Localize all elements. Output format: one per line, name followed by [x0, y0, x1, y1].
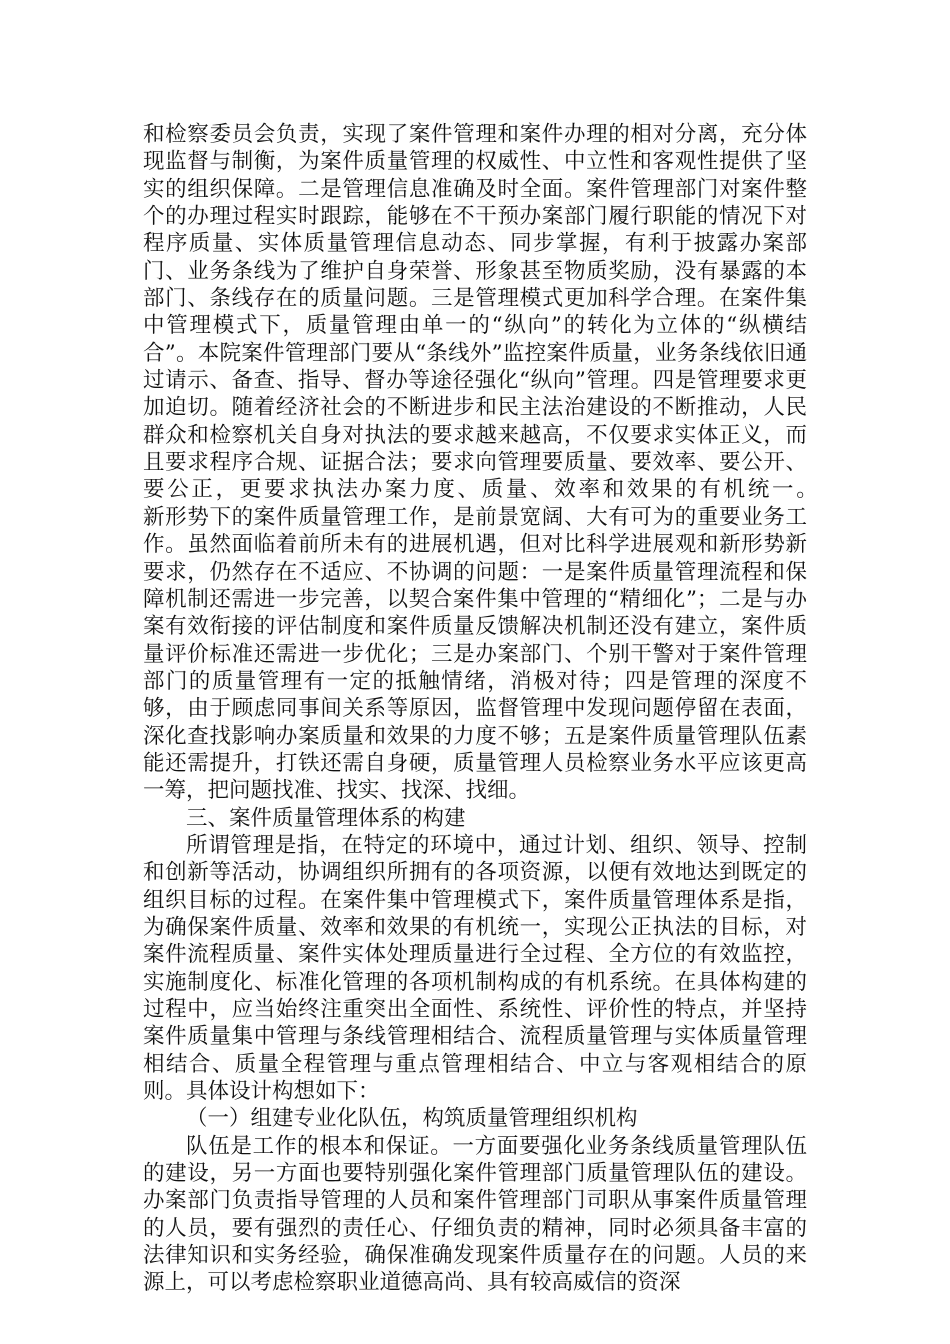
section-heading-3: 三、案件质量管理体系的构建: [186, 805, 466, 831]
body-paragraph-1: 和检察委员会负责，实现了案件管理和案件办理的相对分离，充分体现监督与制衡，为案件质量管理的权威性、中立性和客观性提供了坚实的组织保障。二是管理信息准确及时全面。案件管理部门对案件整个的办理过程实时跟踪，能够在不干预办案部门履行职能的情况下对程序质量、实体质量管理信息动态、同步掌握，有利于披露办案部门、业务条线为了维护自身荣誉、形象甚至物质奖励，没有暴露的本部门、条线存在的质量问题。三是管理模式更加科学合理。在案件集中管理模式下，质量管理由单一的“纵向”的转化为立体的“纵横结合”。本院案件管理部门要从“条线外”监控案件质量，业务条线依旧通过请示、备查、指导、督办等途径强化“纵向”管理。四是管理要求更加迫切。随着经济社会的不断进步和民主法治建设的不断推动，人民群众和检察机关自身对执法的要求越来越高，不仅要求实体正义，而且要求程序合规、证据合法；要求向管理要质量、要效率、要公开、要公正，更要求执法办案力度、质量、效率和效果的有机统一。 新形势下的案件质量管理工作，是前景宽阔、大有可为的重要业务工作。虽然面临着前所未有的进展机遇，但对比科学进展观和新形势新要求，仍然存在不适应、不协调的问题：一是案件质量管理流程和保障机制还需进一步完善，以契合案件集中管理的“精细化”；二是与办案有效衔接的评估制度和案件质量反馈解决机制还没有建立，案件质量评价标准还需进一步优化；三是办案部门、个别干警对于案件管理部门的质量管理有一定的抵触情绪，消极对待；四是管理的深度不够，由于顾虑同事间关系等原因，监督管理中发现问题停留在表面，深化查找影响办案质量和效果的力度不够；五是案件质量管理队伍素能还需提升，打铁还需自身硬，质量管理人员检察业务水平应该更高一筹，把问题找准、找实、找深、找细。: [143, 122, 894, 804]
body-paragraph-3: 队伍是工作的根本和保证。一方面要强化业务条线质量管理队伍的建设，另一方面也要特别强化案件管理部门质量管理队伍的建设。办案部门负责指导管理的人员和案件管理部门司职从事案件质量管理的人员，要有强烈的责任心、仔细负责的精神，同时必须具备丰富的法律知识和实务经验，确保准确发现案件质量存在的问题。人员的来源上，可以考虑检察职业道德高尚、具有较高威信的资深: [143, 1133, 807, 1296]
body-paragraph-2: 所谓管理是指，在特定的环境中，通过计划、组织、领导、控制和创新等活动，协调组织所拥有的各项资源，以便有效地达到既定的组织目标的过程。在案件集中管理模式下，案件质量管理体系是指，为确保案件质量、效率和效果的有机统一，实现公正执法的目标，对案件流程质量、案件实体处理质量进行全过程、全方位的有效监控，实施制度化、标准化管理的各项机制构成的有机系统。在具体构建的过程中，应当始终注重突出全面性、系统性、评价性的特点，并坚持案件质量集中管理与条线管理相结合、流程质量管理与实体质量管理相结合、质量全程管理与重点管理相结合、中立与客观相结合的原则。具体设计构想如下：: [143, 832, 807, 1105]
document-body: [143, 121, 894, 1297]
subsection-heading-1: （一）组建专业化队伍，构筑质量管理组织机构: [186, 1106, 638, 1132]
